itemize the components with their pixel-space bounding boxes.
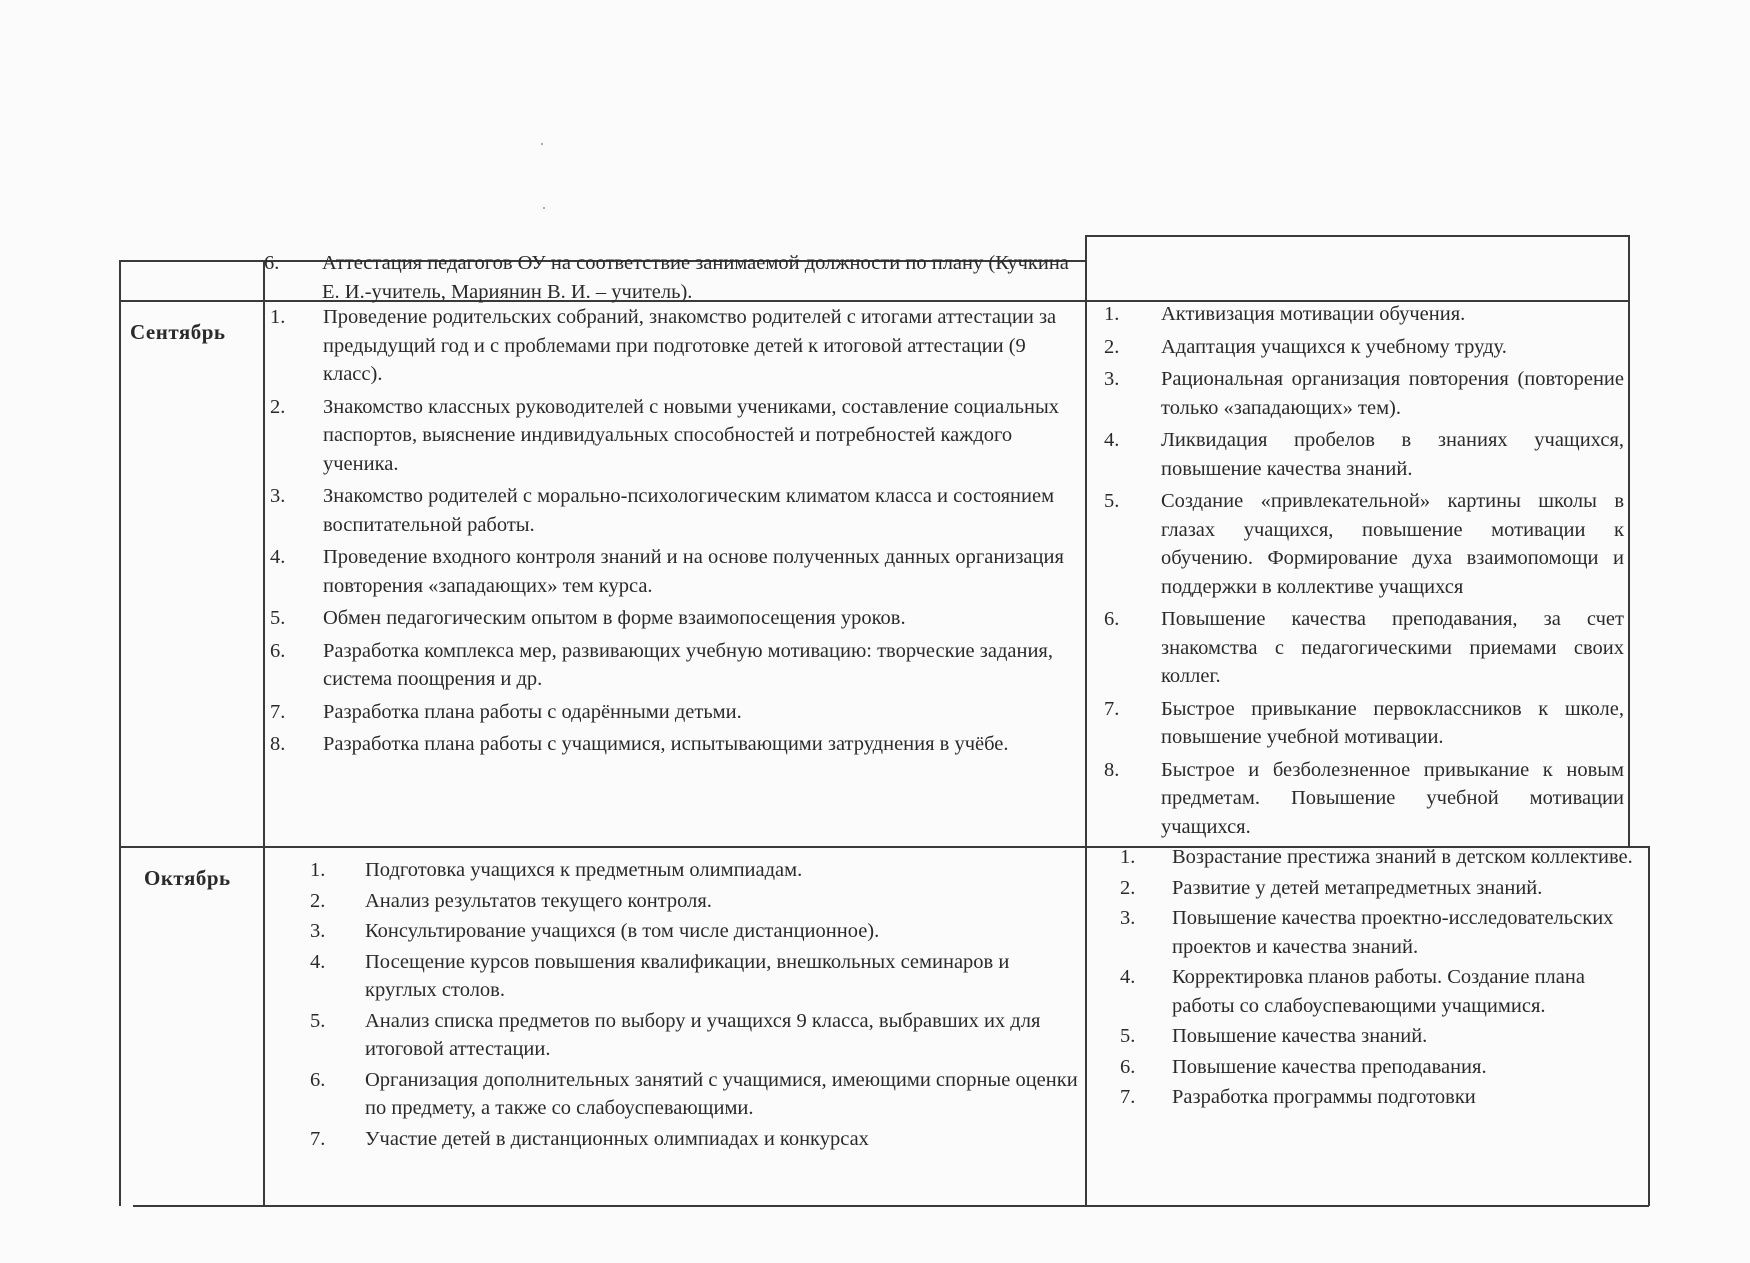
list-item: 7. Разработка программы подготовки: [1120, 1086, 1476, 1108]
list-item: 4. Корректировка планов работы. Создание плана работы со слабоуспевающими учащимися.: [1120, 966, 1585, 1017]
list-item: 3. Знакомство родителей с морально-психологическим климатом класса и состоянием воспитательной работы.: [270, 485, 1055, 536]
month-label-october: Октябрь: [144, 866, 231, 890]
list-item: 6. Разработка комплекса мер, развивающих учебную мотивацию: творческие задания, система поощрения и др.: [270, 639, 1053, 690]
list-item: 6. Повышение качества преподавания, за счет знакомства с педагогическими приемами своих коллег.: [1104, 608, 1624, 687]
list-item: 1. Проведение родительских собраний, знакомство родителей с итогами аттестации за предыдущий год и с проблемами при подготовке детей к итоговой аттестации (9 класс).: [270, 306, 1057, 385]
list-item: 7. Быстрое привыкание первоклассников к школе, повышение учебной мотивации.: [1104, 697, 1624, 748]
list-item: 7. Разработка плана работы с одарёнными детьми.: [270, 700, 742, 723]
list-item: 8. Быстрое и безболезненное привыкание к новым предметам. Повышение учебной мотивации учащихся.: [1104, 758, 1624, 838]
list-item: 2. Адаптация учащихся к учебному труду.: [1104, 335, 1507, 358]
list-item: 5. Повышение качества знаний.: [1120, 1025, 1428, 1047]
table-rule: [119, 260, 121, 1206]
list-item: 2. Анализ результатов текущего контроля.: [310, 889, 712, 912]
table-rule: [1085, 235, 1087, 1206]
list-item: 3. Повышение качества проектно-исследовательских проектов и качества знаний.: [1120, 907, 1614, 958]
list-item: 5. Обмен педагогическим опытом в форме взаимопосещения уроков.: [270, 607, 906, 629]
table-rule: [1085, 235, 1629, 237]
measures-list-october: [310, 856, 1080, 1155]
results-list-october: [1120, 843, 1640, 1114]
measures-list-september: [270, 303, 1078, 763]
list-item: 7. Участие детей в дистанционных олимпиадах и конкурсах: [310, 1127, 869, 1150]
list-item: 8. Разработка плана работы с учащимися, испытывающими затруднения в учёбе.: [270, 733, 1009, 755]
month-label-september: Сентябрь: [130, 320, 226, 344]
list-item: 2. Развитие у детей метапредметных знаний.: [1120, 876, 1543, 899]
table-rule: [133, 1205, 1649, 1207]
list-item: 4. Посещение курсов повышения квалификации, внешкольных семинаров и круглых столов.: [310, 950, 1010, 1001]
list-item: 3. Рациональная организация повторения (повторение только «западающих» тем).: [1104, 368, 1624, 419]
list-item: 5. Анализ списка предметов по выбору и учащихся 9 класса, выбравших их для итоговой аттестации.: [310, 1009, 1041, 1060]
list-item: 5. Создание «привлекательной» картины школы в глазах учащихся, повышение мотивации к обучению. Формирование духа взаимопомощи и поддержки в коллективе учащихся: [1104, 490, 1624, 598]
results-list-september: [1104, 300, 1624, 845]
table-rule: [1628, 235, 1630, 847]
table-rule: [263, 260, 265, 1206]
list-item: 1. Подготовка учащихся к предметным олимпиадам.: [310, 859, 803, 881]
list-item: 6. Повышение качества преподавания.: [1120, 1055, 1487, 1078]
table-rule: [1648, 846, 1650, 1206]
list-item: 1. Возрастание престижа знаний в детском коллективе.: [1120, 846, 1633, 868]
list-item: 6. Организация дополнительных занятий с учащимися, имеющими спорные оценки по предмету, а также со слабоуспевающими.: [310, 1068, 1078, 1119]
list-item: 4. Ликвидация пробелов в знаниях учащихся, повышение качества знаний.: [1104, 429, 1624, 480]
measures-list-continuation: [264, 249, 1072, 306]
list-item: 3. Консультирование учащихся (в том числе дистанционное).: [310, 920, 880, 942]
list-item: 4. Проведение входного контроля знаний и на основе полученных данных организация повторения «западающих» тем курса.: [270, 546, 1064, 597]
list-item: 6. Аттестация педагогов ОУ на соответствие занимаемой должности по плану (Кучкина Е. И.-учитель, Мариянин В. И. – учитель).: [264, 252, 1069, 303]
list-item: 1. Активизация мотивации обучения.: [1104, 303, 1466, 325]
list-item: 2. Знакомство классных руководителей с новыми учениками, составление социальных паспортов, выяснение индивидуальных способностей и потребностей каждого ученика.: [270, 395, 1059, 475]
